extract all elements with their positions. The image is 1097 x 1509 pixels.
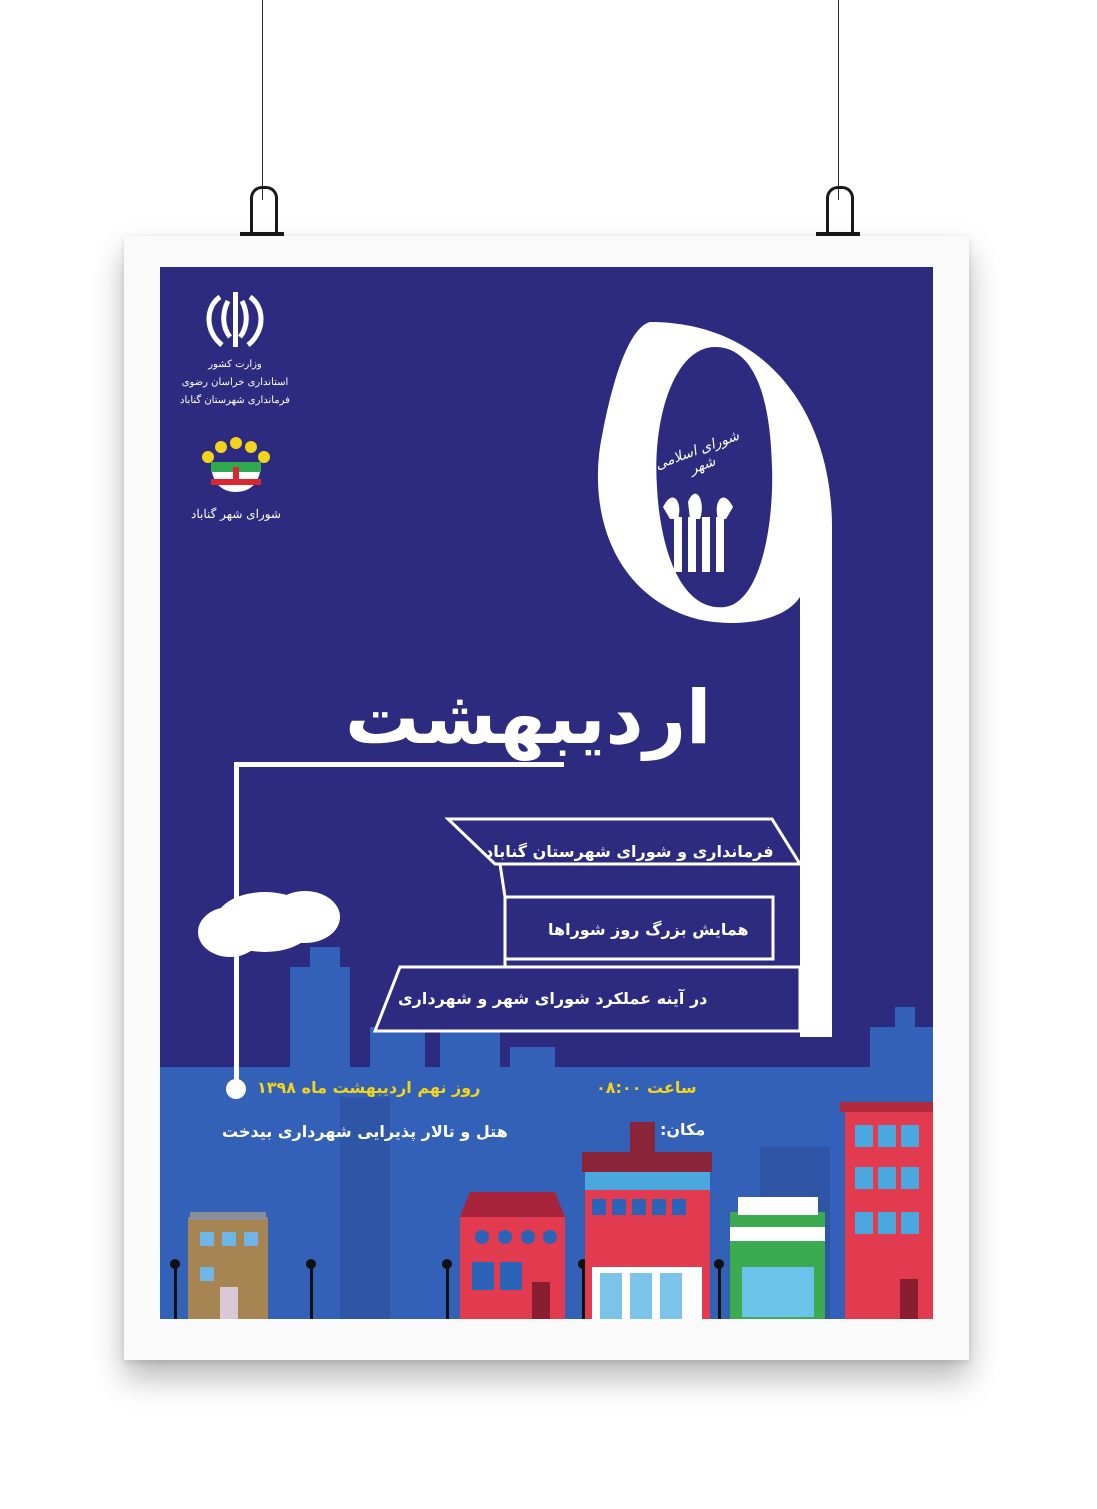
- hanging-string-left: [262, 0, 263, 200]
- headline-month: اردیبهشت: [345, 675, 712, 761]
- ministry-line-1: وزارت کشور: [208, 359, 262, 370]
- hanging-string-right: [838, 0, 839, 200]
- event-place-label: مکان:: [660, 1120, 706, 1139]
- event-place: هتل و تالار پذیرایی شهرداری بیدخت: [222, 1122, 508, 1141]
- banner-organizer: فرمانداری و شورای شهرستان گناباد: [485, 842, 774, 861]
- iran-emblem-icon: [200, 287, 270, 352]
- ministry-line-2: استانداری خراسان رضوی: [181, 377, 289, 388]
- city-council-logo: [196, 437, 276, 497]
- event-date: روز نهم اردیبهشت ماه ۱۳۹۸: [257, 1078, 481, 1097]
- banner-event-name: همایش بزرگ روز شوراها: [548, 920, 749, 939]
- council-emblem-text: شورای اسلامی شهر: [653, 427, 742, 478]
- binder-clip-handle-right: [826, 186, 854, 233]
- event-time: ساعت ۰۸:۰۰: [596, 1078, 697, 1097]
- city-skyline-illustration: [160, 267, 933, 1319]
- council-caption: شورای شهر گناباد: [191, 507, 281, 521]
- banner-subtitle: در آینه عملکرد شورای شهر و شهرداری: [398, 989, 708, 1008]
- binder-clip-handle-left: [250, 186, 278, 233]
- ministry-line-3: فرمانداری شهرستان گناباد: [180, 395, 290, 406]
- poster: [160, 267, 933, 1319]
